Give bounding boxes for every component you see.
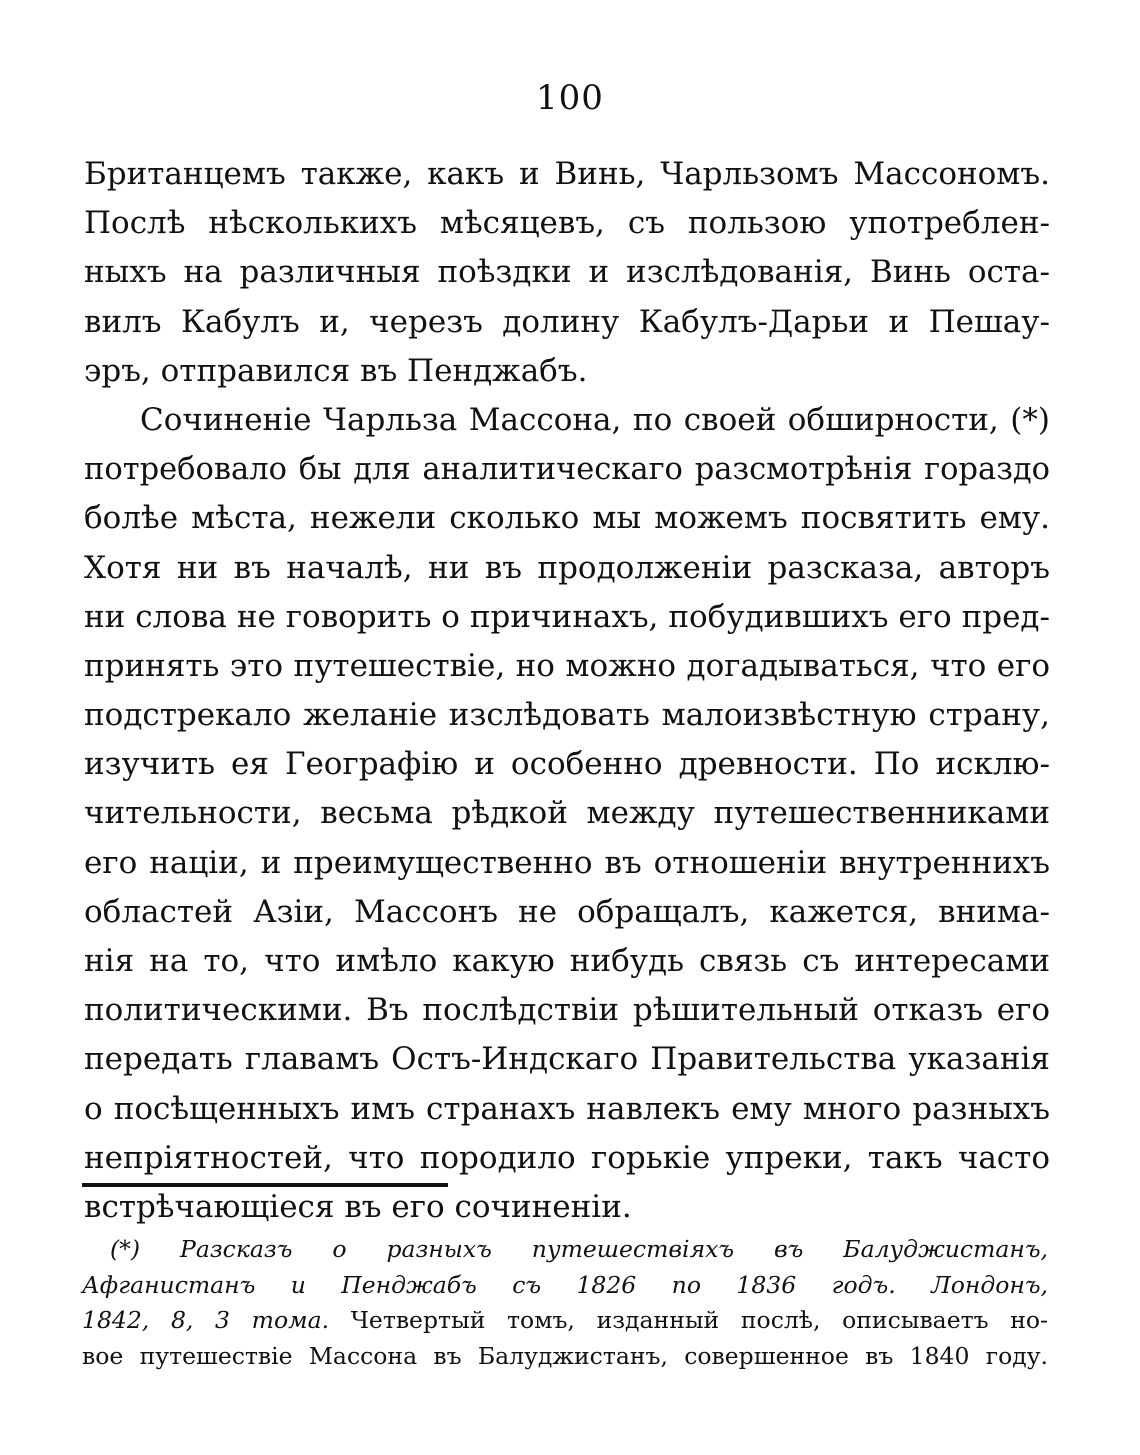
text-line: его націи, и преимущественно въ отношеніи внутреннихъ [84, 844, 1050, 881]
footnote [82, 1232, 1048, 1374]
text-line: вилъ Кабулъ и, черезъ долину Кабулъ-Дарьи и Пешау- [84, 303, 1050, 340]
text-line: ни слова не говорить о причинахъ, побудившихъ его пред- [84, 598, 1050, 635]
text-line: эръ, отправился въ Пенджабъ. [84, 352, 588, 389]
text-line: ныхъ на различныя поѣздки и изслѣдованія, Винь оста- [84, 254, 1050, 291]
footnote-line [82, 1303, 1048, 1339]
page-number: 100 [536, 78, 604, 118]
text-line: передать главамъ Остъ-Индскаго Правительства указанія [84, 1041, 1050, 1078]
text-line: болѣе мѣста, нежели сколько мы можемъ посвятить ему. [84, 500, 1050, 537]
footnote-italic: Афганистанъ и Пенджабъ съ 1826 по 1836 годъ. Лондонъ, [82, 1270, 1048, 1299]
text-line: политическими. Въ послѣдствіи рѣшительный отказъ его [84, 992, 1050, 1029]
text-line: нія на то, что имѣло какую нибудь связь съ интересами [84, 943, 1050, 979]
text-line: Сочиненіе Чарльза Массона, по своей обширности, (*) [140, 401, 1050, 438]
text-line: чительности, весьма рѣдкой между путешественниками [84, 795, 1050, 832]
text-line: потребовало бы для аналитическаго разсмотрѣнія гораздо [84, 452, 1050, 488]
text-line: областей Азіи, Массонъ не обращалъ, кажется, внима- [84, 893, 1050, 930]
footnote-line [82, 1268, 1048, 1304]
footnote-separator [82, 1183, 448, 1187]
text-line: подстрекало желаніе изслѣдовать малоизвѣстную страну, [84, 697, 1050, 734]
text-line: Британцемъ также, какъ и Винь, Чарльзомъ Массономъ. [84, 156, 1050, 192]
footnote-plain: вое путешествіе Массона въ Балуджистанъ, совершенное въ 1840 году. [82, 1341, 1048, 1370]
text-line: изучить ея Географію и особенно древности. По исклю- [84, 746, 1050, 783]
text-line: встрѣчающіеся въ его сочиненіи. [84, 1188, 632, 1225]
text-line: принять это путешествіе, но можно догадываться, что его [84, 647, 1050, 684]
text-line: непріятностей, что породило горькіе упреки, такъ часто [84, 1139, 1050, 1176]
main-text [84, 150, 1050, 1232]
footnote-line [82, 1339, 1048, 1375]
footnote-italic: (*) Разсказъ о разныхъ путешествіяхъ въ Балуджистанъ, [110, 1235, 1048, 1263]
footnote-line [82, 1232, 1048, 1268]
text-line: Послѣ нѣсколькихъ мѣсяцевъ, съ пользою употреблен- [84, 205, 1050, 242]
footnote-italic: 1842, 8, 3 тома. [82, 1306, 330, 1334]
text-line: о посѣщенныхъ имъ странахъ навлекъ ему много разныхъ [84, 1090, 1050, 1127]
footnote-plain: Четвертый томъ, изданный послѣ, описываетъ но- [329, 1306, 1048, 1334]
text-line: Хотя ни въ началѣ, ни въ продолженіи разсказа, авторъ [84, 549, 1050, 586]
